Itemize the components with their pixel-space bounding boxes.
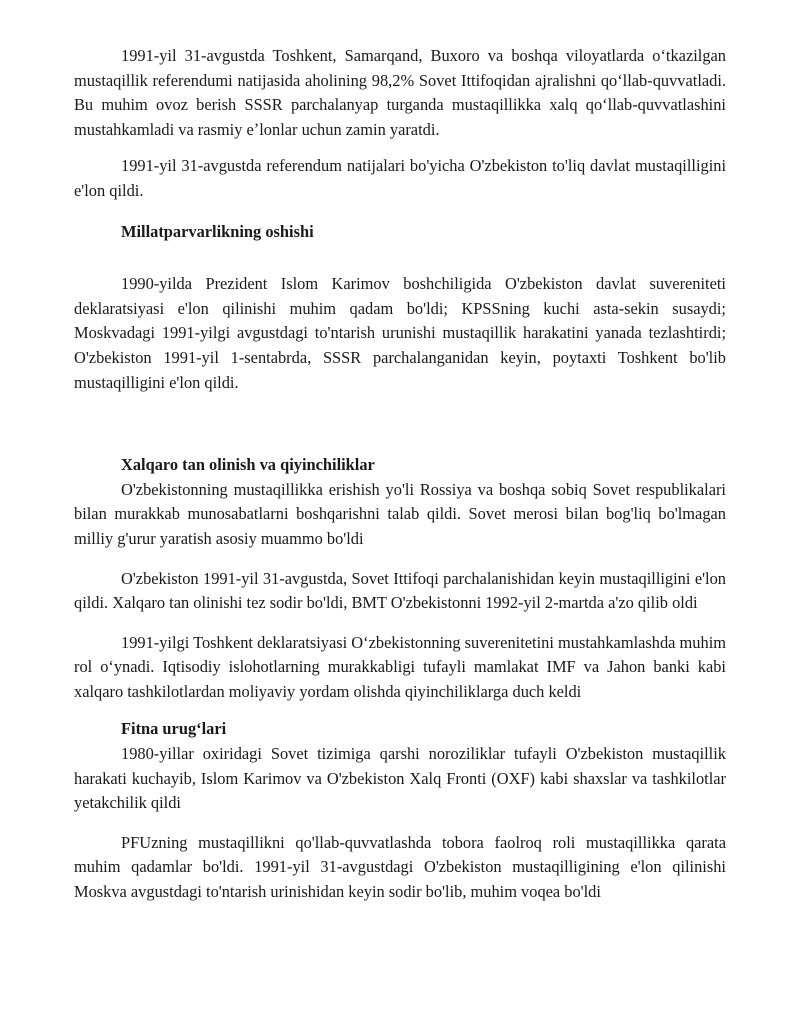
paragraph-declaration: 1991-yil 31-avgustda referendum natijalari bo'yicha O'zbekiston to'liq davlat mustaqilligini e'lon qildi.	[74, 156, 726, 200]
heading-nationalism: Millatparvarlikning oshishi	[121, 221, 314, 241]
paragraph-sovereignty: 1990-yilda Prezident Islom Karimov boshchiligida O'zbekiston davlat suvereniteti deklaratsiyasi e'lon qilinishi muhim qadam bo'ldi; KPSSning kuchi asta-sekin susaydi; Moskvadagi 1991-yilgi avgustdagi to'ntarish urunishi mustaqillik harakatini yanada tezlashtirdi; O'zbekiston 1991-yil 1-sentabrda, SSSR parchalanganidan keyin, poytaxti Toshkent bo'lib mustaqilligini e'lon qildi.	[74, 274, 726, 392]
heading-recognition: Xalqaro tan olinish va qiyinchiliklar	[121, 455, 375, 475]
paragraph-pfuz: PFUzning mustaqillikni qo'llab-quvvatlashda tobora faolroq roli mustaqillikka qarata muhim qadamlar bo'ldi. 1991-yil 31-avgustdagi O'zbekiston mustaqilligining e'lon qilinishi Moskva avgustdagi to'ntarish urinishidan keyin sodir bo'lib, muhim voqea bo'ldi	[74, 832, 726, 902]
paragraph-un-membership: O'zbekiston 1991-yil 31-avgustda, Sovet Ittifoqi parchalanishidan keyin mustaqilligini e'lon qildi. Xalqaro tan olinishi tez sodir bo'ldi, BMT O'zbekistonni 1992-yil 2-martda a'zo qilib oldi	[74, 568, 726, 613]
paragraph-tashkent-declaration: 1991-yilgi Toshkent deklaratsiyasi Oʻzbekistonning suverenitetini mustahkamlashda muhim rol oʻynadi. Iqtisodiy islohotlarning murakkabligi tufayli mamlakat IMF va Jahon banki kabi xalqaro tashkilotlardan moliyaviy yordam olishda qiyinchiliklarga duch keldi	[74, 632, 726, 701]
paragraph-referendum: 1991-yil 31-avgustda Toshkent, Samarqand, Buxoro va boshqa viloyatlarda oʻtkazilgan mustaqillik referendumi natijasida aholining 98,2% Sovet Ittifoqidan ajralishni qoʻllab-quvvatladi. Bu muhim ovoz berish SSSR parchalanyap turganda mustaqillikka xalq qoʻllab-quvvatlashini mustahkamladi va rasmiy eʼlonlar uchun zamin yaratdi.	[74, 46, 726, 139]
heading-seeds: Fitna urugʻlari	[121, 719, 227, 739]
document-page	[74, 44, 726, 905]
paragraph-protests: 1980-yillar oxiridagi Sovet tizimiga qarshi noroziliklar tufayli O'zbekiston mustaqillik harakati kuchayib, Islom Karimov va O'zbekiston Xalq Fronti (OXF) kabi shaxslar va tashkilotlar yetakchilik qildi	[74, 744, 726, 813]
paragraph-relations: O'zbekistonning mustaqillikka erishish yo'li Rossiya va boshqa sobiq Sovet respublikalari bilan murakkab munosabatlarni boshqarishni talab qildi. Sovet merosi bilan bog'liq bo'lmagan milliy g'urur yaratish asosiy muammo bo'ldi	[74, 479, 726, 548]
